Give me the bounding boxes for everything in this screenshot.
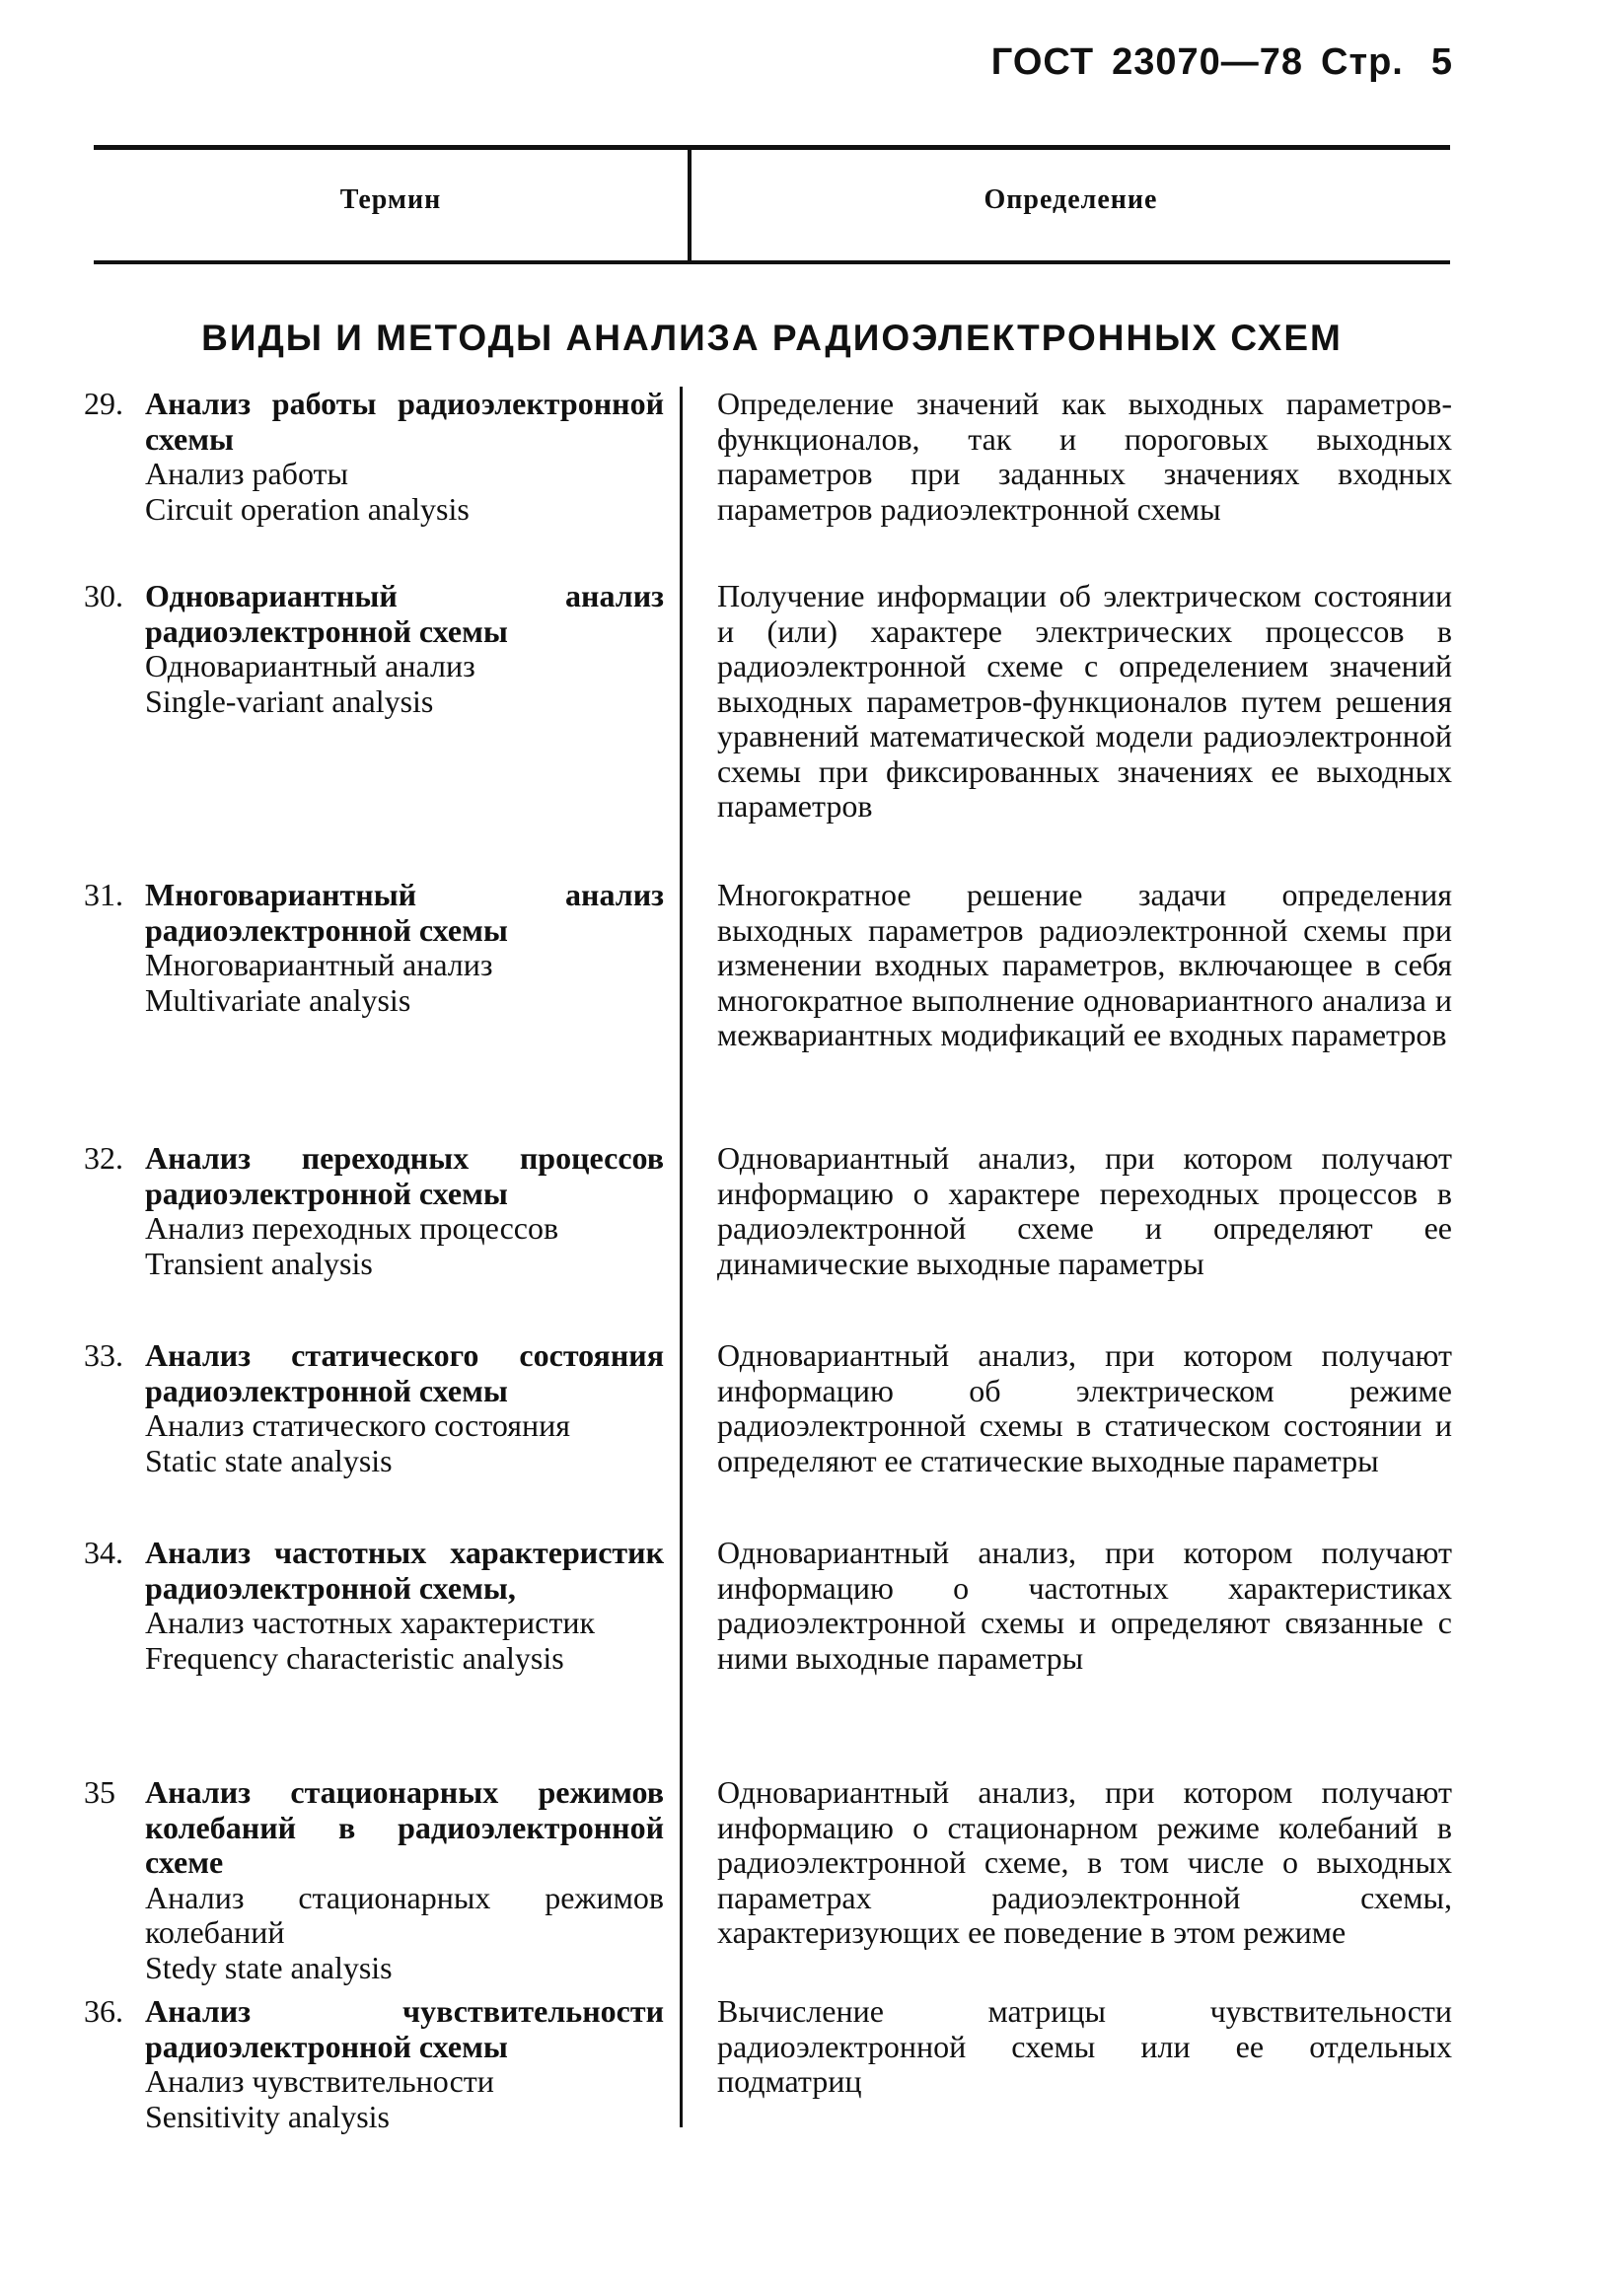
term-definition: Определение значений как выходных параметров-функционалов, так и пороговых выходных параметров при заданных значениях входных параметров радиоэлектронной схемы bbox=[717, 386, 1452, 527]
term-name: Анализ частотных характеристик радиоэлектронной схемы, bbox=[145, 1535, 664, 1606]
term-name: Анализ переходных процессов радиоэлектронной схемы bbox=[145, 1140, 664, 1211]
term-name: Анализ статического состояния радиоэлектронной схемы bbox=[145, 1337, 664, 1408]
entry-number: 34. bbox=[84, 1535, 123, 1570]
term-cell bbox=[84, 1775, 664, 1985]
term-cell bbox=[84, 878, 664, 1018]
term-definition: Многократное решение задачи определения выходных параметров радиоэлектронной схемы при изменении входных параметров, включающее в себя многократное выполнение одновариантного анализа и межвариантных модификаций ее входных параметров bbox=[717, 877, 1452, 1052]
term-definition: Одновариантный анализ, при котором получают информацию об электрическом режиме радиоэлектронной схемы в статическом состоянии и определяют ее статические выходные параметры bbox=[717, 1337, 1452, 1478]
term-definition: Одновариантный анализ, при котором получают информацию о характере переходных процессов в радиоэлектронной схеме и определяют ее динамические выходные параметры bbox=[717, 1140, 1452, 1281]
page-number: 5 bbox=[1430, 41, 1453, 83]
page-header bbox=[991, 41, 1453, 84]
term-cell bbox=[84, 1536, 664, 1676]
term-definition: Вычисление матрицы чувствительности радиоэлектронной схемы или ее отдельных подматриц bbox=[717, 1993, 1452, 2099]
term-english: Sensitivity analysis bbox=[145, 2098, 390, 2134]
term-cell bbox=[84, 387, 664, 527]
body-column-divider bbox=[680, 387, 683, 2127]
term-cell bbox=[84, 1141, 664, 1281]
term-name: Анализ стационарных режимов колебаний в радиоэлектронной схеме bbox=[145, 1774, 664, 1880]
section-title: ВИДЫ И МЕТОДЫ АНАЛИЗА РАДИОЭЛЕКТРОННЫХ СХЕМ bbox=[201, 318, 1343, 358]
term-english: Stedy state analysis bbox=[145, 1949, 393, 1985]
term-short-form: Многовариантный анализ bbox=[145, 947, 493, 982]
entry-number: 35 bbox=[84, 1774, 115, 1810]
term-definition: Получение информации об электрическом состоянии и (или) характере электрических процессов в радиоэлектронной схеме с определением значений выходных параметров-функционалов путем решения уравнений математической модели радиоэлектронной схемы при фиксированных значениях ее выходных параметров bbox=[717, 578, 1452, 824]
column-header-term: Термин bbox=[339, 184, 442, 215]
term-cell bbox=[84, 1994, 664, 2134]
table-header-rule bbox=[94, 260, 1450, 264]
term-english: Multivariate analysis bbox=[145, 981, 411, 1018]
entry-number: 32. bbox=[84, 1140, 123, 1176]
term-name: Анализ чувствительности радиоэлектронной схемы bbox=[145, 1993, 664, 2064]
column-header-definition: Определение bbox=[984, 184, 1158, 215]
term-name: Анализ работы радиоэлектронной схемы bbox=[145, 386, 664, 457]
term-english: Static state analysis bbox=[145, 1442, 393, 1478]
entry-number: 29. bbox=[84, 386, 123, 421]
term-short-form: Анализ стационарных режимов колебаний bbox=[145, 1879, 664, 1950]
entry-number: 30. bbox=[84, 578, 123, 613]
entry-number: 36. bbox=[84, 1993, 123, 2029]
page-label: Стр. bbox=[1321, 41, 1404, 83]
term-cell bbox=[84, 579, 664, 719]
entry-number: 31. bbox=[84, 877, 123, 912]
term-english: Transient analysis bbox=[145, 1245, 373, 1281]
term-english: Frequency characteristic analysis bbox=[145, 1639, 564, 1676]
standard-number: 23070—78 bbox=[1112, 41, 1304, 83]
term-definition: Одновариантный анализ, при котором получают информацию о стационарном режиме колебаний в радиоэлектронной схеме, в том числе о выходных параметрах радиоэлектронной схемы, характеризующих ее поведение в этом режиме bbox=[717, 1774, 1452, 1950]
standard-label: ГОСТ bbox=[990, 41, 1095, 83]
term-short-form: Анализ переходных процессов bbox=[145, 1210, 559, 1246]
term-cell bbox=[84, 1338, 664, 1478]
term-short-form: Анализ статического состояния bbox=[145, 1407, 570, 1443]
term-short-form: Одновариантный анализ bbox=[145, 648, 475, 683]
term-short-form: Анализ работы bbox=[145, 456, 348, 491]
term-definition: Одновариантный анализ, при котором получают информацию о частотных характеристиках радиоэлектронной схемы и определяют связанные с ними выходные параметры bbox=[717, 1535, 1452, 1676]
term-english: Single-variant analysis bbox=[145, 682, 434, 719]
term-short-form: Анализ частотных характеристик bbox=[145, 1605, 595, 1640]
term-english: Circuit operation analysis bbox=[145, 490, 470, 527]
term-name: Многовариантный анализ радиоэлектронной схемы bbox=[145, 877, 664, 948]
term-short-form: Анализ чувствительности bbox=[145, 2063, 494, 2099]
term-name: Одновариантный анализ радиоэлектронной схемы bbox=[145, 578, 664, 649]
entry-number: 33. bbox=[84, 1337, 123, 1373]
table-top-rule bbox=[94, 145, 1450, 150]
